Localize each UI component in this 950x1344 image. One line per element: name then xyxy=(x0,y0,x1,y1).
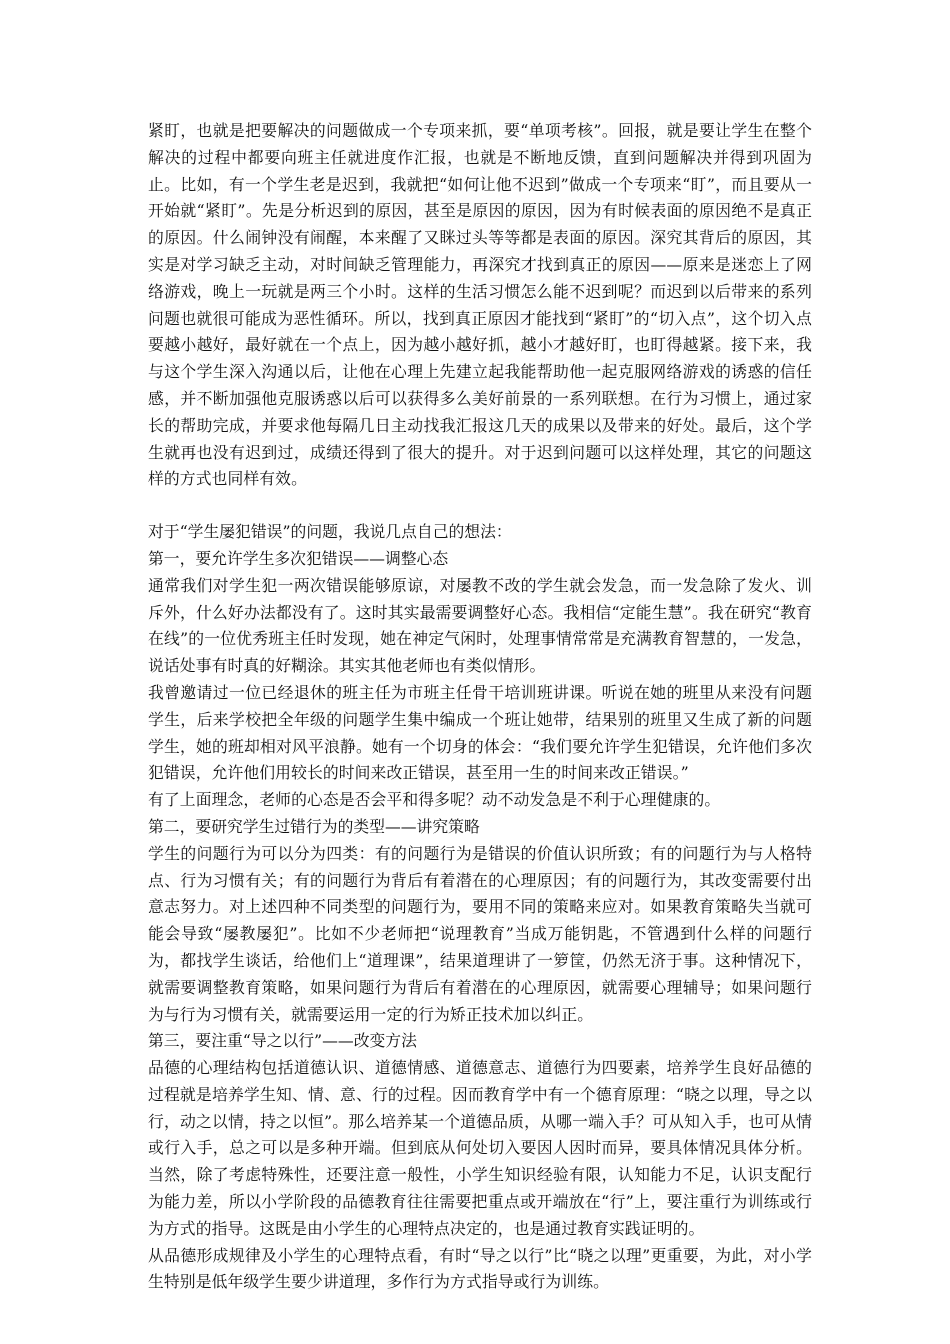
paragraph-1c: 有了上面理念，老师的心态是否会平和得多呢？动不动发急是不利于心理健康的。 xyxy=(148,790,721,810)
intro-paragraph: 紧盯，也就是把要解决的问题做成一个专项来抓，要“单项考核”。回报，就是要让学生在整个解决的过程中都要向班主任就进度作汇报，也就是不断地反馈，直到问题解决并得到巩固为止。比如，有一个学生老是迟到，我就把“如何让他不迟到”做成一个专项来“盯”，而且要从一开始就“紧盯”。先是分析迟到的原因，甚至是原因的原因，因为有时候表面的原因绝不是真正的原因。什么闹钟没有闹醒，本来醒了又眯过头等等都是表面的原因。深究其背后的原因，其实是对学习缺乏主动，对时间缺乏管理能力，再深究才找到真正的原因——原来是迷恋上了网络游戏，晚上一玩就是两三个小时。这样的生活习惯怎么能不迟到呢？而迟到以后带来的系列问题也就很可能成为恶性循环。所以，找到真正原因才能找到“紧盯”的“切入点”，这个切入点要越小越好，最好就在一个点上，因为越小越好抓，越小才越好盯，也盯得越紧。接下来，我与这个学生深入沟通以后，让他在心理上先建立起我能帮助他一起克服网络游戏的诱惑的信任感，并不断加强他克服诱惑以后可以获得多么美好前景的一系列联想。在行为习惯上，通过家长的帮助完成，并要求他每隔几日主动找我汇报这几天的成果以及带来的好处。最后，这个学生就再也没有迟到过，成绩还得到了很大的提升。对于迟到问题可以这样处理，其它的问题这样的方式也同样有效。 xyxy=(148,121,812,489)
paragraph-1b: 我曾邀请过一位已经退休的班主任为市班主任骨干培训班讲课。听说在她的班里从来没有问题学生，后来学校把全年级的问题学生集中编成一个班让她带，结果别的班里又生成了新的问题学生，她的班却相对风平浪静。她有一个切身的体会：“我们要允许学生犯错误，允许他们多次犯错误，允许他们用较长的时间来改正错误，甚至用一生的时间来改正错误。” xyxy=(148,682,812,783)
topic-line: 对于“学生屡犯错误”的问题，我说几点自己的想法： xyxy=(148,522,512,542)
section-heading-1: 第一，要允许学生多次犯错误——调整心态 xyxy=(148,548,449,568)
section-heading-2: 第二，要研究学生过错行为的类型——讲究策略 xyxy=(148,816,480,836)
paragraph-3b: 从品德形成规律及小学生的心理特点看，有时“导之以行”比“晓之以理”更重要，为此，对小学生特别是低年级学生要少讲道理，多作行为方式指导或行为训练。 xyxy=(148,1245,812,1292)
paragraph-1a: 通常我们对学生犯一两次错误能够原谅，对屡教不改的学生就会发急，而一发急除了发火、训斥外，什么好办法都没有了。这时其实最需要调整好心态。我相信“定能生慧”。我在研究“教育在线”的一位优秀班主任时发现，她在神定气闲时，处理事情常常是充满教育智慧的，一发急，说话处事有时真的好糊涂。其实其他老师也有类似情形。 xyxy=(148,575,812,676)
section-heading-3: 第三，要注重“导之以行”——改变方法 xyxy=(148,1031,417,1051)
paragraph-2a: 学生的问题行为可以分为四类：有的问题行为是错误的价值认识所致；有的问题行为与人格特点、行为习惯有关；有的问题行为背后有着潜在的心理原因；有的问题行为，其改变需要付出意志努力。对上述四种不同类型的问题行为，要用不同的策略来应对。如果教育策略失当就可能会导致“屡教屡犯”。比如不少老师把“说理教育”当成万能钥匙，不管遇到什么样的问题行为，都找学生谈话，给他们上“道理课”，结果道理讲了一箩筐，仍然无济于事。这种情况下，就需要调整教育策略，如果问题行为背后有着潜在的心理原因，就需要心理辅导；如果问题行为与行为习惯有关，就需要运用一定的行为矫正技术加以纠正。 xyxy=(148,843,812,1024)
paragraph-3a: 品德的心理结构包括道德认识、道德情感、道德意志、道德行为四要素，培养学生良好品德的过程就是培养学生知、情、意、行的过程。因而教育学中有一个德育原理：“晓之以理，导之以行，动之以情，持之以恒”。那么培养某一个道德品质，从哪一端入手？可从知入手，也可从情或行入手，总之可以是多种开端。但到底从何处切入要因人因时而异，要具体情况具体分析。当然，除了考虑特殊性，还要注意一般性，小学生知识经验有限，认知能力不足，认识支配行为能力差，所以小学阶段的品德教育往往需要把重点或开端放在“行”上，要注重行为训练或行为方式的指导。这既是由小学生的心理特点决定的，也是通过教育实践证明的。 xyxy=(148,1058,812,1238)
document-body xyxy=(148,118,812,1296)
